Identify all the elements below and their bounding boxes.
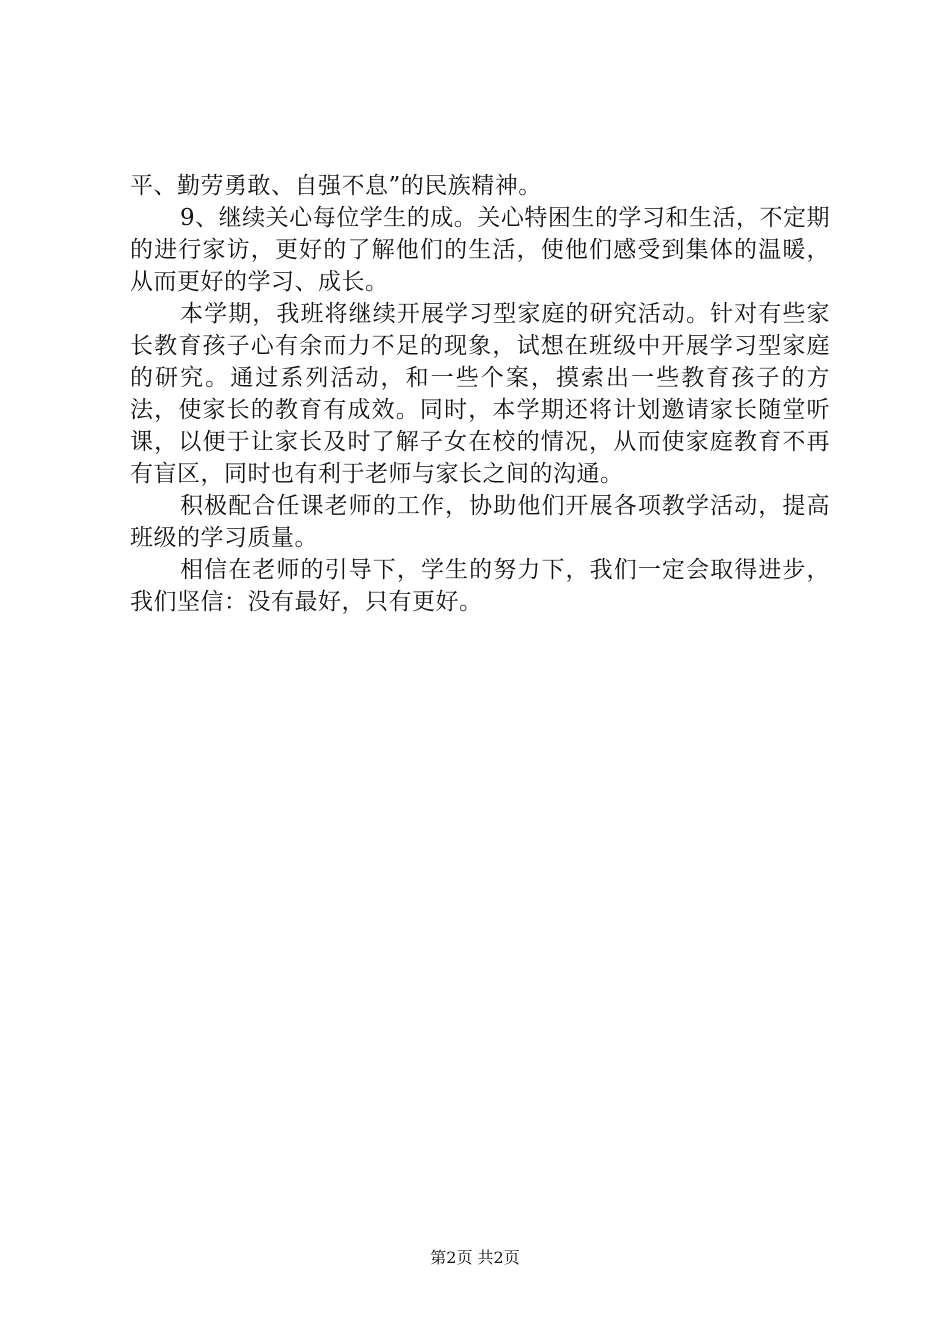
- paragraph-continuation: 平、勤劳勇敢、自强不息”的民族精神。: [130, 173, 542, 199]
- paragraph-learning-family: 本学期，我班将继续开展学习型家庭的研究活动。针对有些家长教育孩子心有余而力不足的现象，试想在班级中开展学习型家庭的研究。通过系列活动，和一些个案，摸索出一些教育孩子的方法，使家长的教育有成效。同时，本学期还将计划邀请家长随堂听课，以便于让家长及时了解子女在校的情况，从而使家庭教育不再有盲区，同时也有利于老师与家长之间的沟通。: [130, 301, 830, 487]
- document-body: [130, 170, 830, 618]
- page-number-footer: 第2页 共2页: [430, 1248, 520, 1267]
- paragraph-cooperate-teachers: 积极配合任课老师的工作，协助他们开展各项教学活动，提高班级的学习质量。: [130, 493, 830, 551]
- paragraph-item-9: 9、继续关心每位学生的成。关心特困生的学习和生活，不定期的进行家访，更好的了解他们的生活，使他们感受到集体的温暖，从而更好的学习、成长。: [130, 205, 830, 295]
- paragraph-closing: 相信在老师的引导下，学生的努力下，我们一定会取得进步，我们坚信：没有最好，只有更好。: [130, 557, 830, 615]
